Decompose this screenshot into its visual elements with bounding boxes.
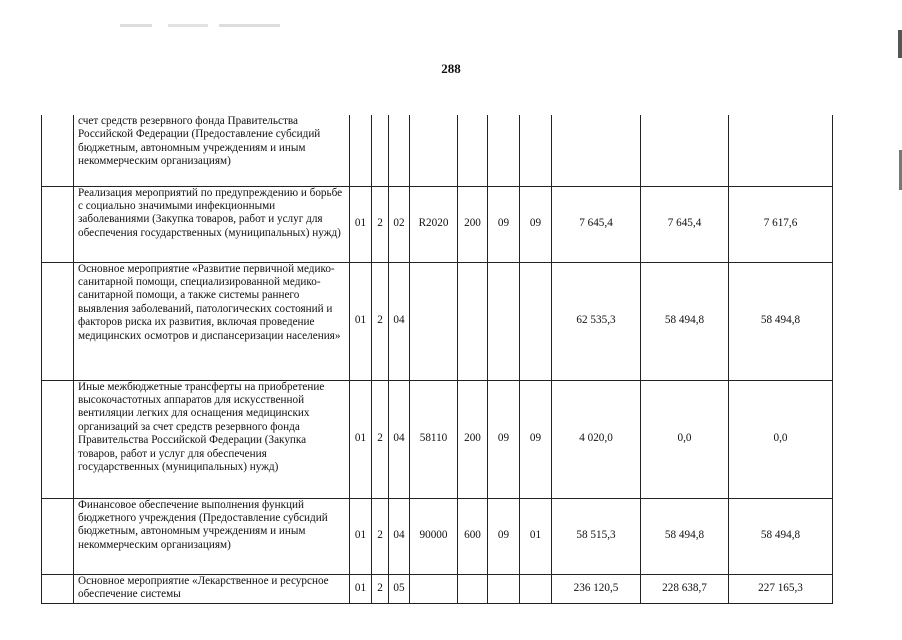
direction-code-cell — [410, 262, 458, 380]
description-cell: счет средств резервного фонда Правительства Российской Федерации (Предоставление субсидий бюджетным, автономным учреждениям и иным некоммерческим организациям) — [74, 115, 350, 186]
section-code-cell: 09 — [488, 498, 520, 574]
event-code-cell: 05 — [389, 574, 410, 603]
event-code-cell: 04 — [389, 498, 410, 574]
amount-year1-cell: 62 535,3 — [552, 262, 641, 380]
description-cell: Реализация мероприятий по предупреждению и борьбе с социально значимыми инфекционными заболеваниями (Закупка товаров, работ и услуг для обеспечения государственных (муниципальных) нужд) — [74, 186, 350, 262]
table-row — [42, 574, 833, 603]
subprogram-code-cell — [372, 115, 389, 186]
section-code-cell — [488, 115, 520, 186]
subprogram-code-cell: 2 — [372, 262, 389, 380]
subprogram-code-cell: 2 — [372, 186, 389, 262]
description-cell: Иные межбюджетные трансферты на приобретение высокочастотных аппаратов для искусственной вентиляции легких для оснащения медицинских организаций за счет средств резервного фонда Правительства Российской Федерации (Закупка товаров, работ и услуг для обеспечения государственных (муниципальных) нужд) — [74, 380, 350, 498]
amount-year1-cell — [552, 115, 641, 186]
row-marker-cell — [42, 380, 74, 498]
expense-type-cell — [458, 574, 488, 603]
scan-edge-mark — [898, 30, 902, 58]
amount-year3-cell — [729, 115, 833, 186]
amount-year2-cell: 58 494,8 — [641, 262, 729, 380]
subsection-code-cell — [520, 115, 552, 186]
amount-year1-cell: 4 020,0 — [552, 380, 641, 498]
section-code-cell: 09 — [488, 380, 520, 498]
table-row — [42, 115, 833, 186]
subprogram-code-cell: 2 — [372, 498, 389, 574]
row-marker-cell — [42, 186, 74, 262]
row-marker-cell — [42, 574, 74, 603]
event-code-cell — [389, 115, 410, 186]
subprogram-code-cell: 2 — [372, 574, 389, 603]
amount-year2-cell: 58 494,8 — [641, 498, 729, 574]
expense-type-cell: 200 — [458, 380, 488, 498]
subsection-code-cell — [520, 262, 552, 380]
subprogram-code-cell: 2 — [372, 380, 389, 498]
expense-type-cell — [458, 262, 488, 380]
program-code-cell: 01 — [350, 186, 372, 262]
amount-year3-cell: 58 494,8 — [729, 498, 833, 574]
description-cell: Финансовое обеспечение выполнения функций бюджетного учреждения (Предоставление субсидий бюджетным, автономным учреждениям и иным некоммерческим организациям) — [74, 498, 350, 574]
table-row — [42, 498, 833, 574]
amount-year3-cell: 7 617,6 — [729, 186, 833, 262]
expense-type-cell: 600 — [458, 498, 488, 574]
amount-year2-cell: 7 645,4 — [641, 186, 729, 262]
subsection-code-cell: 09 — [520, 380, 552, 498]
amount-year3-cell: 58 494,8 — [729, 262, 833, 380]
amount-year3-cell: 0,0 — [729, 380, 833, 498]
row-marker-cell — [42, 498, 74, 574]
expense-type-cell — [458, 115, 488, 186]
row-marker-cell — [42, 262, 74, 380]
program-code-cell: 01 — [350, 574, 372, 603]
direction-code-cell: R2020 — [410, 186, 458, 262]
subsection-code-cell — [520, 574, 552, 603]
row-marker-cell — [42, 115, 74, 186]
direction-code-cell: 90000 — [410, 498, 458, 574]
description-cell: Основное мероприятие «Лекарственное и ресурсное обеспечение системы — [74, 574, 350, 603]
amount-year1-cell: 58 515,3 — [552, 498, 641, 574]
amount-year3-cell: 227 165,3 — [729, 574, 833, 603]
direction-code-cell — [410, 574, 458, 603]
event-code-cell: 02 — [389, 186, 410, 262]
amount-year2-cell: 228 638,7 — [641, 574, 729, 603]
section-code-cell — [488, 262, 520, 380]
direction-code-cell: 58110 — [410, 380, 458, 498]
section-code-cell: 09 — [488, 186, 520, 262]
amount-year1-cell: 7 645,4 — [552, 186, 641, 262]
table-row — [42, 186, 833, 262]
program-code-cell — [350, 115, 372, 186]
table-row — [42, 262, 833, 380]
program-code-cell: 01 — [350, 380, 372, 498]
event-code-cell: 04 — [389, 380, 410, 498]
program-code-cell: 01 — [350, 262, 372, 380]
page-number: 288 — [441, 61, 461, 76]
budget-table — [41, 115, 833, 604]
subsection-code-cell: 01 — [520, 498, 552, 574]
expense-type-cell: 200 — [458, 186, 488, 262]
description-cell: Основное мероприятие «Развитие первичной медико-санитарной помощи, специализированной медико-санитарной помощи, а также системы раннего выявления заболеваний, патологических состояний и факторов риска их развития, включая проведение медицинских осмотров и диспансеризации населения» — [74, 262, 350, 380]
section-code-cell — [488, 574, 520, 603]
direction-code-cell — [410, 115, 458, 186]
event-code-cell: 04 — [389, 262, 410, 380]
amount-year2-cell: 0,0 — [641, 380, 729, 498]
scan-artifact — [120, 24, 280, 27]
program-code-cell: 01 — [350, 498, 372, 574]
subsection-code-cell: 09 — [520, 186, 552, 262]
amount-year2-cell — [641, 115, 729, 186]
amount-year1-cell: 236 120,5 — [552, 574, 641, 603]
table-row — [42, 380, 833, 498]
